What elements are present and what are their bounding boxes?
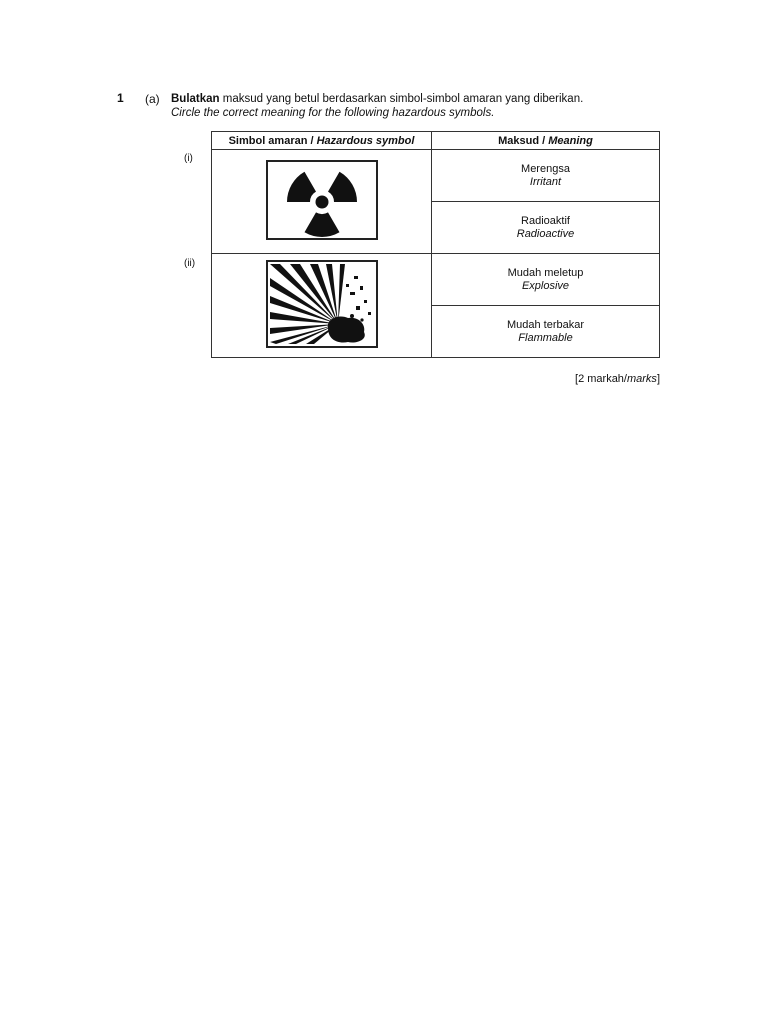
explosive-symbol-icon <box>268 262 376 346</box>
option-radioactive[interactable] <box>432 202 660 254</box>
option-en: Radioactive <box>516 227 575 240</box>
header-symbol <box>212 132 432 150</box>
marks-italic: marks <box>626 373 657 385</box>
option-flammable[interactable] <box>432 306 660 358</box>
table-row <box>212 150 660 202</box>
header-meaning-en: Meaning <box>548 134 593 147</box>
option-en: Irritant <box>529 175 562 188</box>
question-number: 1 <box>117 91 124 105</box>
symbol-cell-i <box>212 150 432 254</box>
instruction-malay-text: maksud yang betul berdasarkan simbol-simbol amaran yang diberikan. <box>219 93 584 105</box>
instruction-english: Circle the correct meaning for the following hazardous symbols. <box>171 107 495 119</box>
option-irritant[interactable] <box>432 150 660 202</box>
option-en: Flammable <box>518 331 573 344</box>
item-label-i: (i) <box>184 153 193 164</box>
marks-allocation <box>575 373 660 385</box>
table-row <box>212 254 660 306</box>
option-ms: Mudah terbakar <box>506 318 585 331</box>
hazard-symbol-table <box>211 131 660 358</box>
question-part: (a) <box>145 92 160 106</box>
instruction-malay <box>171 92 583 106</box>
marks-prefix: [2 markah/ <box>575 373 627 385</box>
option-explosive[interactable] <box>432 254 660 306</box>
item-label-ii: (ii) <box>184 258 196 269</box>
trefoil-blade-top-left <box>287 172 316 202</box>
trefoil-blade-top-right <box>328 172 357 202</box>
table-header-row <box>212 132 660 150</box>
header-meaning-ms: Maksud / <box>498 134 549 147</box>
symbol-frame-ii <box>266 260 378 348</box>
radioactive-symbol-icon <box>268 162 376 238</box>
symbol-cell-ii <box>212 254 432 358</box>
instruction-keyword: Bulatkan <box>171 93 220 105</box>
option-ms: Merengsa <box>521 162 570 175</box>
trefoil-center <box>315 196 328 209</box>
header-meaning <box>432 132 660 150</box>
marks-suffix: ] <box>656 373 660 385</box>
bomb-blob <box>327 316 364 342</box>
option-en: Explosive <box>521 279 570 292</box>
instructions <box>171 92 583 120</box>
symbol-frame-i <box>266 160 378 240</box>
option-ms: Mudah meletup <box>507 266 584 279</box>
option-ms: Radioaktif <box>521 214 570 227</box>
header-symbol-en: Hazardous symbol <box>316 134 415 147</box>
trefoil-blade-bottom <box>304 212 339 237</box>
debris <box>346 276 371 322</box>
header-symbol-ms: Simbol amaran / <box>228 134 317 147</box>
